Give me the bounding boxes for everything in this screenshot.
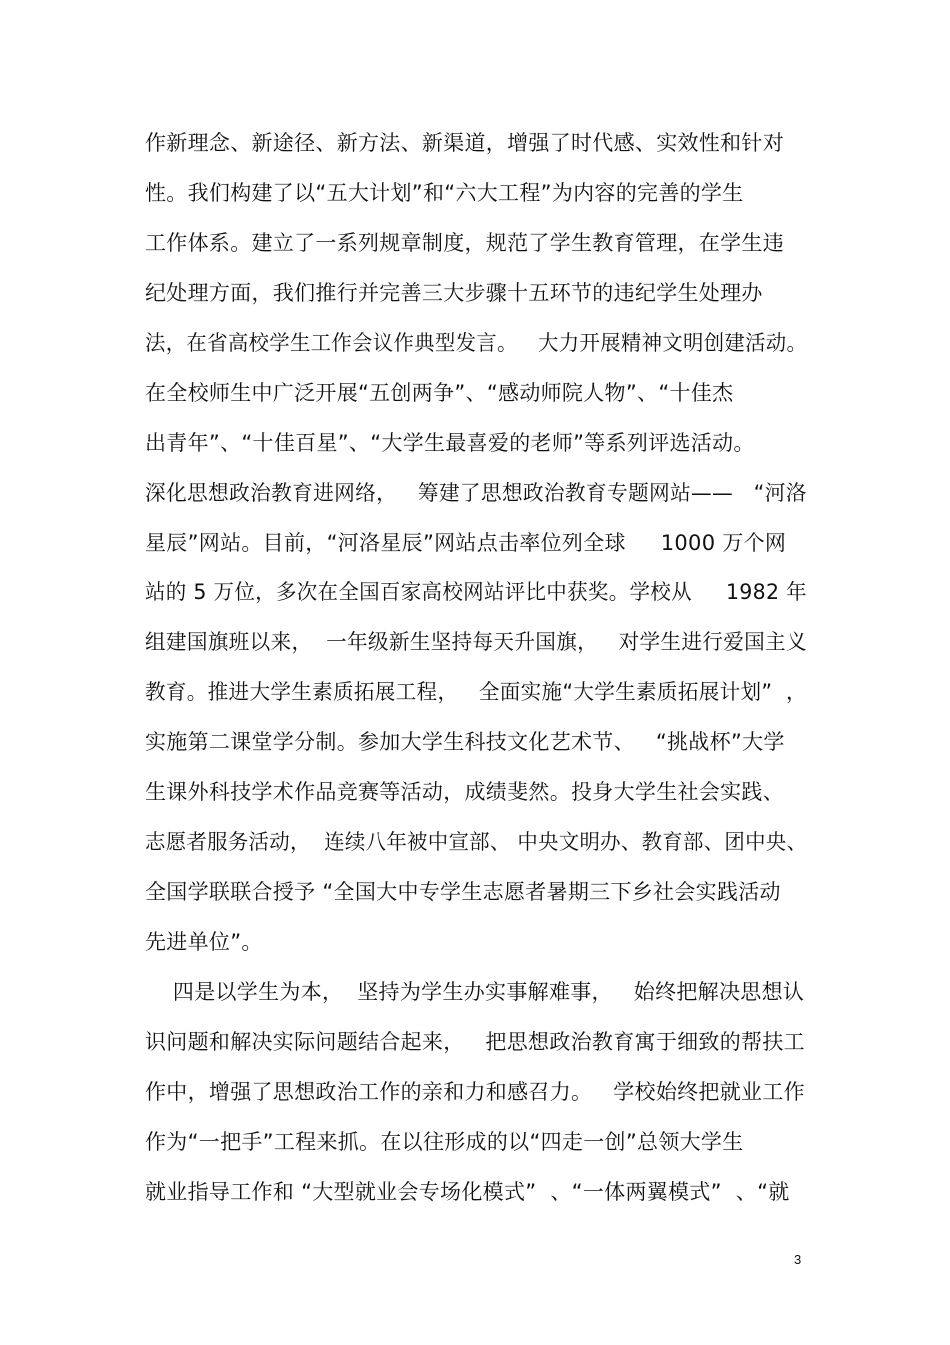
text-line: 教育。推进大学生素质拓展工程， 全面实施“大学生素质拓展计划” ， — [145, 680, 807, 704]
text-line: 性。我们构建了以“五大计划”和“六大工程”为内容的完善的学生 — [145, 181, 744, 205]
text-line: 生课外科技学术作品竞赛等活动，成绩斐然。投身大学生社会实践、 — [145, 780, 784, 804]
text-line: 法，在省高校学生工作会议作典型发言。 大力开展精神文明创建活动。 — [145, 331, 808, 355]
text-line: 实施第二课堂学分制。参加大学生科技文化艺术节、 “挑战杯”大学 — [145, 730, 785, 754]
text-line: 四是以学生为本， 坚持为学生办实事解难事， 始终把解决思想认 — [145, 980, 805, 1004]
text-line: 在全校师生中广泛开展“五创两争”、“感动师院人物”、“十佳杰 — [145, 381, 734, 405]
text-line: 深化思想政治教育进网络， 筹建了思想政治教育专题网站—— “河洛 — [145, 481, 807, 505]
text-line: 出青年”、“十佳百星”、“大学生最喜爱的老师”等系列评选活动。 — [145, 431, 755, 455]
text-line: 站的 5 万位，多次在全国百家高校网站评比中获奖。学校从 1982 年 — [145, 580, 807, 604]
text-line: 星辰”网站。目前，“河洛星辰”网站点击率位列全球 1000 万个网 — [145, 531, 787, 555]
text-line: 就业指导工作和 “大型就业会专场化模式” 、“一体两翼模式” 、“就 — [145, 1180, 790, 1204]
text-line: 纪处理方面，我们推行并完善三大步骤十五环节的违纪学生处理办 — [145, 281, 763, 305]
text-line: 志愿者服务活动， 连续八年被中宣部、 中央文明办、教育部、团中央、 — [145, 830, 808, 854]
text-line: 先进单位”。 — [145, 930, 263, 954]
text-line: 工作体系。建立了一系列规章制度，规范了学生教育管理，在学生违 — [145, 231, 784, 255]
text-line: 作新理念、新途径、新方法、新渠道，增强了时代感、实效性和针对 — [145, 131, 784, 155]
text-line: 作中，增强了思想政治工作的亲和力和感召力。 学校始终把就业工作 — [145, 1080, 805, 1104]
text-line: 识问题和解决实际问题结合起来， 把思想政治教育寓于细致的帮扶工 — [145, 1030, 805, 1054]
text-line: 全国学联联合授予 “全国大中专学生志愿者暑期三下乡社会实践活动 — [145, 880, 781, 904]
text-line: 组建国旗班以来， 一年级新生坚持每天升国旗， 对学生进行爱国主义 — [145, 630, 807, 654]
page-number: 3 — [794, 1252, 802, 1267]
text-line: 作为“一把手”工程来抓。在以往形成的以“四走一创”总领大学生 — [145, 1130, 744, 1154]
